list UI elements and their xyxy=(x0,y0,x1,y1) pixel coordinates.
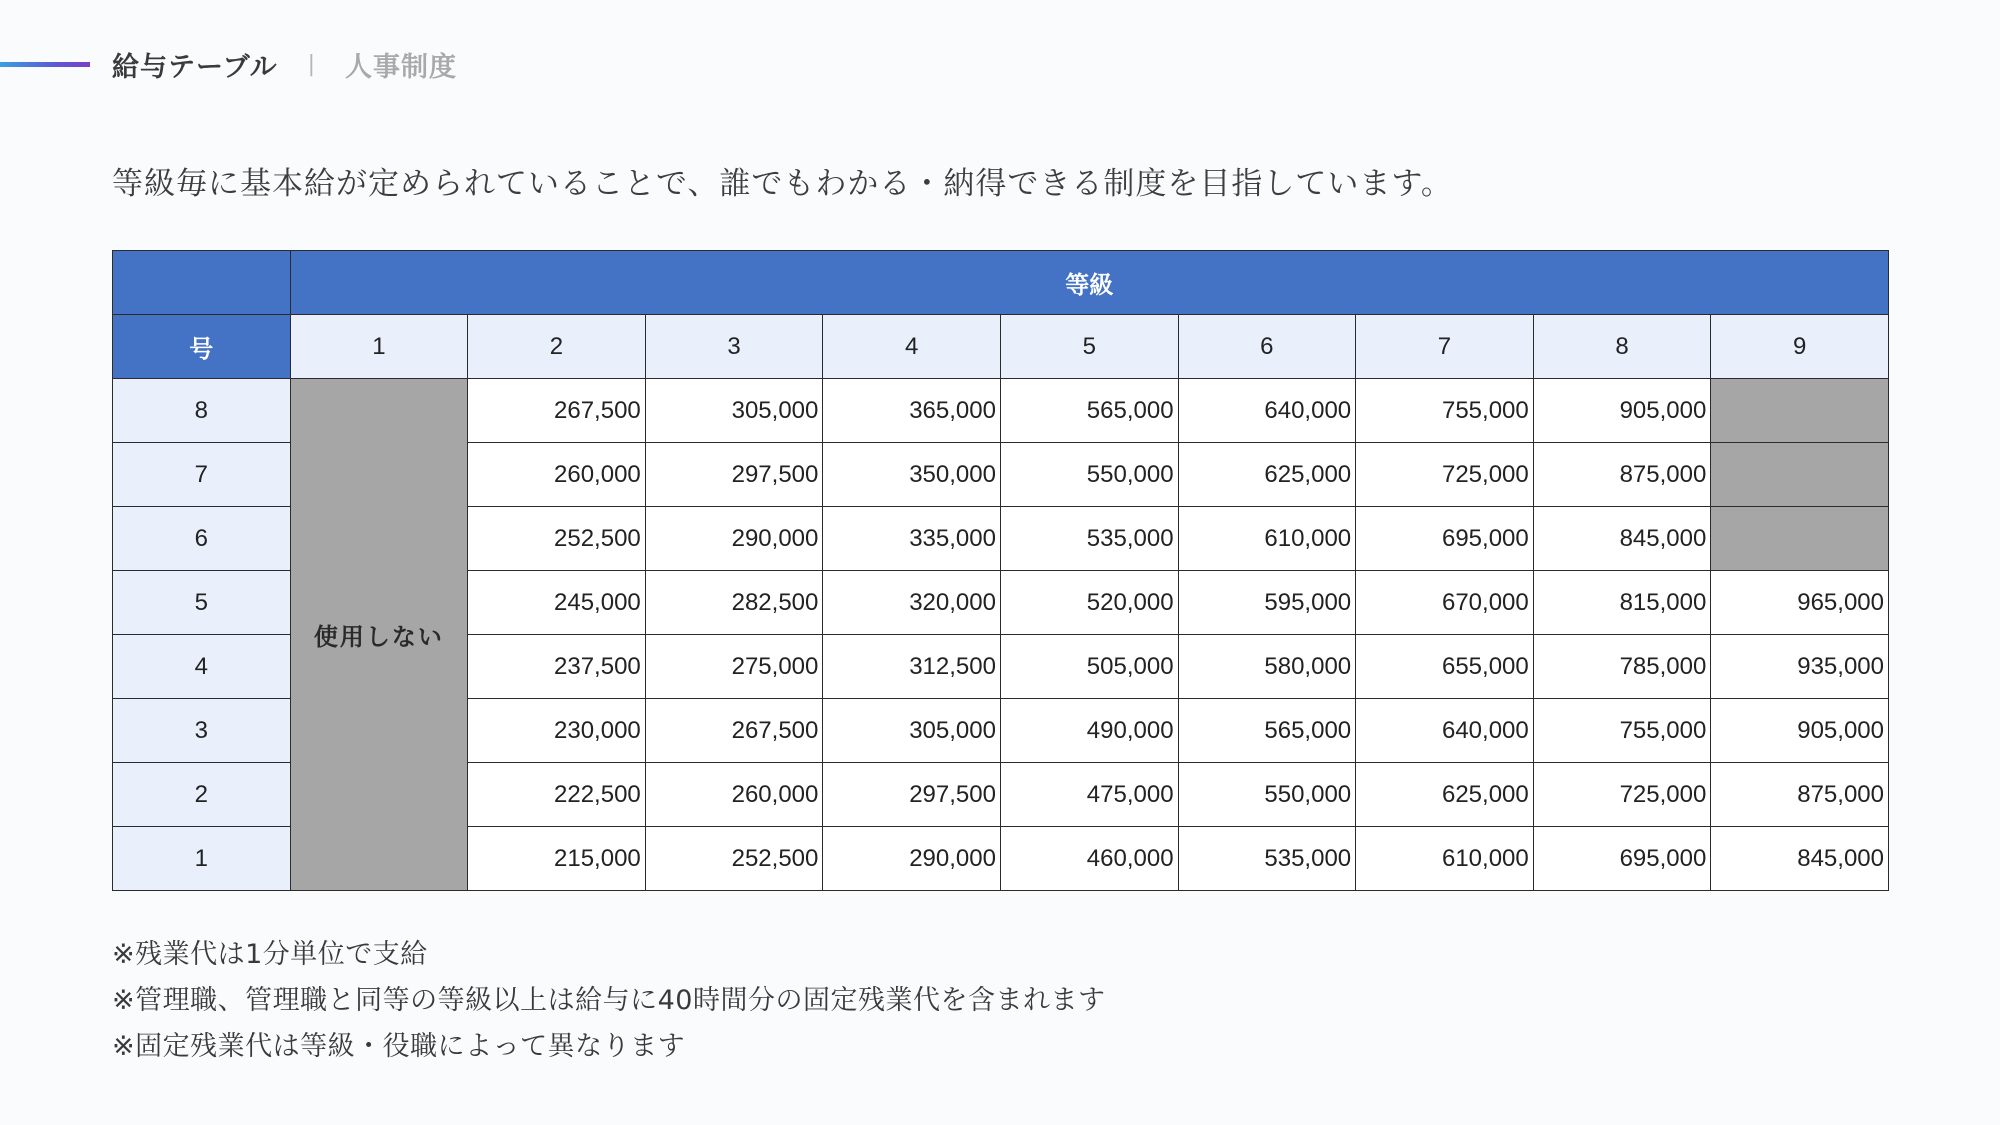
salary-cell: 695,000 xyxy=(1356,507,1534,571)
salary-cell: 290,000 xyxy=(645,507,823,571)
salary-cell: 640,000 xyxy=(1178,379,1356,443)
salary-cell: 535,000 xyxy=(1000,507,1178,571)
salary-cell: 460,000 xyxy=(1000,827,1178,891)
step-number-cell: 2 xyxy=(113,763,291,827)
salary-cell: 935,000 xyxy=(1711,635,1889,699)
header-accent-line xyxy=(0,62,90,67)
salary-cell: 305,000 xyxy=(645,379,823,443)
salary-cell: 215,000 xyxy=(468,827,646,891)
unused-salary-cell xyxy=(1711,443,1889,507)
salary-cell: 580,000 xyxy=(1178,635,1356,699)
salary-table xyxy=(112,250,1889,891)
unused-salary-cell xyxy=(1711,507,1889,571)
salary-cell: 905,000 xyxy=(1533,379,1711,443)
salary-cell: 297,500 xyxy=(645,443,823,507)
salary-cell: 260,000 xyxy=(468,443,646,507)
salary-cell: 755,000 xyxy=(1356,379,1534,443)
salary-cell: 610,000 xyxy=(1356,827,1534,891)
salary-cell: 267,500 xyxy=(468,379,646,443)
salary-cell: 535,000 xyxy=(1178,827,1356,891)
unused-grade-cell: 使用しない xyxy=(290,379,468,891)
header-corner-cell xyxy=(113,251,291,315)
salary-cell: 755,000 xyxy=(1533,699,1711,763)
grade-number-cell: 4 xyxy=(823,315,1001,379)
step-number-cell: 7 xyxy=(113,443,291,507)
salary-cell: 695,000 xyxy=(1533,827,1711,891)
salary-cell: 655,000 xyxy=(1356,635,1534,699)
salary-cell: 670,000 xyxy=(1356,571,1534,635)
salary-cell: 640,000 xyxy=(1356,699,1534,763)
header-title: 給与テーブル xyxy=(112,51,278,83)
salary-cell: 505,000 xyxy=(1000,635,1178,699)
salary-cell: 520,000 xyxy=(1000,571,1178,635)
salary-cell: 565,000 xyxy=(1178,699,1356,763)
grade-number-cell: 2 xyxy=(468,315,646,379)
step-number-cell: 8 xyxy=(113,379,291,443)
salary-cell: 625,000 xyxy=(1178,443,1356,507)
salary-cell: 785,000 xyxy=(1533,635,1711,699)
salary-cell: 565,000 xyxy=(1000,379,1178,443)
salary-cell: 335,000 xyxy=(823,507,1001,571)
salary-cell: 252,500 xyxy=(645,827,823,891)
grade-number-cell: 8 xyxy=(1533,315,1711,379)
notes xyxy=(112,932,1105,1070)
salary-cell: 815,000 xyxy=(1533,571,1711,635)
lead-text: 等級毎に基本給が定められていることで、誰でもわかる・納得できる制度を目指しています。 xyxy=(112,166,1453,202)
grade-number-cell: 1 xyxy=(290,315,468,379)
salary-cell: 550,000 xyxy=(1178,763,1356,827)
grade-number-cell: 6 xyxy=(1178,315,1356,379)
salary-table-head xyxy=(113,251,1889,379)
salary-table-body xyxy=(113,379,1889,891)
salary-cell: 845,000 xyxy=(1533,507,1711,571)
salary-cell: 490,000 xyxy=(1000,699,1178,763)
salary-cell: 222,500 xyxy=(468,763,646,827)
salary-cell: 725,000 xyxy=(1533,763,1711,827)
salary-cell: 290,000 xyxy=(823,827,1001,891)
salary-cell: 282,500 xyxy=(645,571,823,635)
salary-cell: 550,000 xyxy=(1000,443,1178,507)
unused-salary-cell xyxy=(1711,379,1889,443)
salary-cell: 875,000 xyxy=(1533,443,1711,507)
salary-cell: 610,000 xyxy=(1178,507,1356,571)
salary-cell: 320,000 xyxy=(823,571,1001,635)
salary-cell: 312,500 xyxy=(823,635,1001,699)
salary-cell: 252,500 xyxy=(468,507,646,571)
grade-number-cell: 5 xyxy=(1000,315,1178,379)
note-item: ※固定残業代は等級・役職によって異なります xyxy=(112,1031,686,1062)
salary-cell: 245,000 xyxy=(468,571,646,635)
salary-cell: 365,000 xyxy=(823,379,1001,443)
salary-cell: 965,000 xyxy=(1711,571,1889,635)
salary-cell: 905,000 xyxy=(1711,699,1889,763)
header xyxy=(112,44,457,84)
step-number-cell: 4 xyxy=(113,635,291,699)
step-number-cell: 6 xyxy=(113,507,291,571)
salary-cell: 260,000 xyxy=(645,763,823,827)
header-subtitle: 人事制度 xyxy=(345,51,457,83)
table-row xyxy=(113,379,1889,443)
grade-number-row xyxy=(113,315,1889,379)
salary-cell: 350,000 xyxy=(823,443,1001,507)
salary-cell: 475,000 xyxy=(1000,763,1178,827)
grade-number-cell: 9 xyxy=(1711,315,1889,379)
step-number-cell: 1 xyxy=(113,827,291,891)
salary-cell: 230,000 xyxy=(468,699,646,763)
salary-cell: 305,000 xyxy=(823,699,1001,763)
step-number-cell: 3 xyxy=(113,699,291,763)
salary-cell: 875,000 xyxy=(1711,763,1889,827)
salary-cell: 625,000 xyxy=(1356,763,1534,827)
salary-cell: 275,000 xyxy=(645,635,823,699)
note-item: ※残業代は1分単位で支給 xyxy=(112,939,428,970)
grade-number-cell: 3 xyxy=(645,315,823,379)
grade-header-row xyxy=(113,251,1889,315)
step-header: 号 xyxy=(113,315,291,379)
step-number-cell: 5 xyxy=(113,571,291,635)
header-separator: | xyxy=(307,51,315,77)
note-item: ※管理職、管理職と同等の等級以上は給与に40時間分の固定残業代を含まれます xyxy=(112,985,1106,1016)
grade-header: 等級 xyxy=(290,251,1888,315)
salary-cell: 267,500 xyxy=(645,699,823,763)
salary-cell: 297,500 xyxy=(823,763,1001,827)
grade-number-cell: 7 xyxy=(1356,315,1534,379)
salary-cell: 725,000 xyxy=(1356,443,1534,507)
salary-cell: 845,000 xyxy=(1711,827,1889,891)
salary-cell: 237,500 xyxy=(468,635,646,699)
salary-cell: 595,000 xyxy=(1178,571,1356,635)
